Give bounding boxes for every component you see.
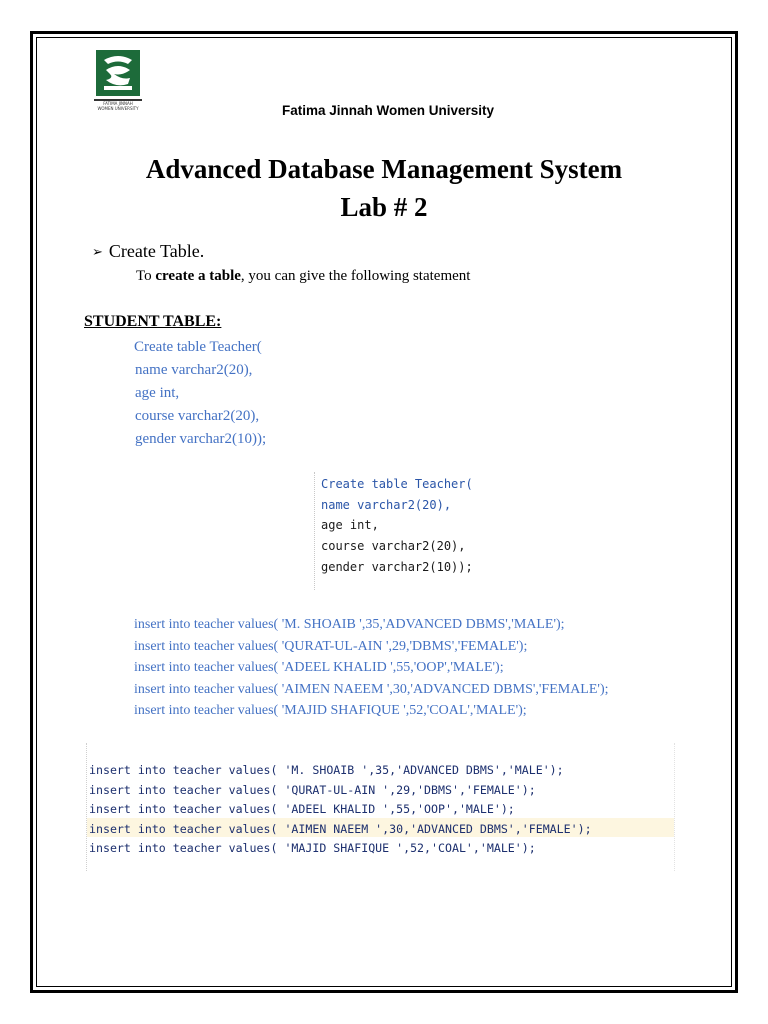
insert-line: insert into teacher values( 'AIMEN NAEEM ',30,'ADVANCED DBMS','FEMALE'); xyxy=(134,681,609,697)
bullet-text: Create Table. xyxy=(108,241,205,261)
university-name: Fatima Jinnah Women University xyxy=(281,103,495,118)
code-row xyxy=(87,779,674,799)
code-row-highlighted xyxy=(87,818,674,838)
code-line: insert into teacher values( 'ADEEL KHALID ',55,'OOP','MALE'); xyxy=(89,802,515,816)
create-statement xyxy=(134,336,266,451)
code-line: age int, xyxy=(321,518,379,533)
arrow-bullet-icon: ➢ xyxy=(92,245,103,260)
code-line: insert into teacher values( 'QURAT-UL-AIN ',29,'DBMS','FEMALE'); xyxy=(89,782,536,797)
create-line: name varchar2(20), xyxy=(135,362,253,378)
code-row xyxy=(87,798,674,818)
intro-paragraph xyxy=(136,268,470,285)
create-line: age int, xyxy=(135,385,180,401)
insert-line: insert into teacher values( 'M. SHOAIB ',35,'ADVANCED DBMS','MALE'); xyxy=(134,617,565,632)
page-title: Advanced Database Management System xyxy=(145,154,623,184)
insert-line: insert into teacher values( 'ADEEL KHALID ',55,'OOP','MALE'); xyxy=(134,660,504,675)
logo-text-line2: WOMEN UNIVERSITY xyxy=(97,106,139,111)
section-heading: STUDENT TABLE: xyxy=(84,313,222,330)
bullet-create-table xyxy=(92,241,204,262)
insert-code-screenshot xyxy=(86,743,675,871)
insert-line: insert into teacher values( 'QURAT-UL-AIN ',29,'DBMS','FEMALE'); xyxy=(134,638,528,654)
code-line: Create table Teacher( xyxy=(321,477,473,491)
code-line: insert into teacher values( 'AIMEN NAEEM ',30,'ADVANCED DBMS','FEMALE'); xyxy=(89,821,592,836)
create-line: Create table Teacher( xyxy=(134,339,262,355)
lab-number: Lab # 2 xyxy=(340,192,428,222)
code-line: name varchar2(20), xyxy=(321,497,452,512)
code-row xyxy=(87,837,674,857)
intro-prefix: To xyxy=(136,268,156,284)
create-code-screenshot xyxy=(314,472,545,590)
intro-suffix: , you can give the following statement xyxy=(240,268,471,284)
create-code-lines xyxy=(321,474,473,578)
code-row xyxy=(87,759,674,779)
create-line: course varchar2(20), xyxy=(135,408,260,424)
insert-statements xyxy=(134,614,609,722)
intro-bold: create a table xyxy=(155,268,241,284)
insert-line: insert into teacher values( 'MAJID SHAFIQUE ',52,'COAL','MALE'); xyxy=(134,703,527,718)
logo-text-line1: FATIMA JINNAH xyxy=(103,101,133,106)
code-line: insert into teacher values( 'M. SHOAIB ',35,'ADVANCED DBMS','MALE'); xyxy=(89,763,564,777)
code-line: gender varchar2(10)); xyxy=(321,559,473,574)
code-line: insert into teacher values( 'MAJID SHAFIQUE ',52,'COAL','MALE'); xyxy=(89,841,536,855)
code-line: course varchar2(20), xyxy=(321,539,466,554)
create-line: gender varchar2(10)); xyxy=(135,431,267,447)
